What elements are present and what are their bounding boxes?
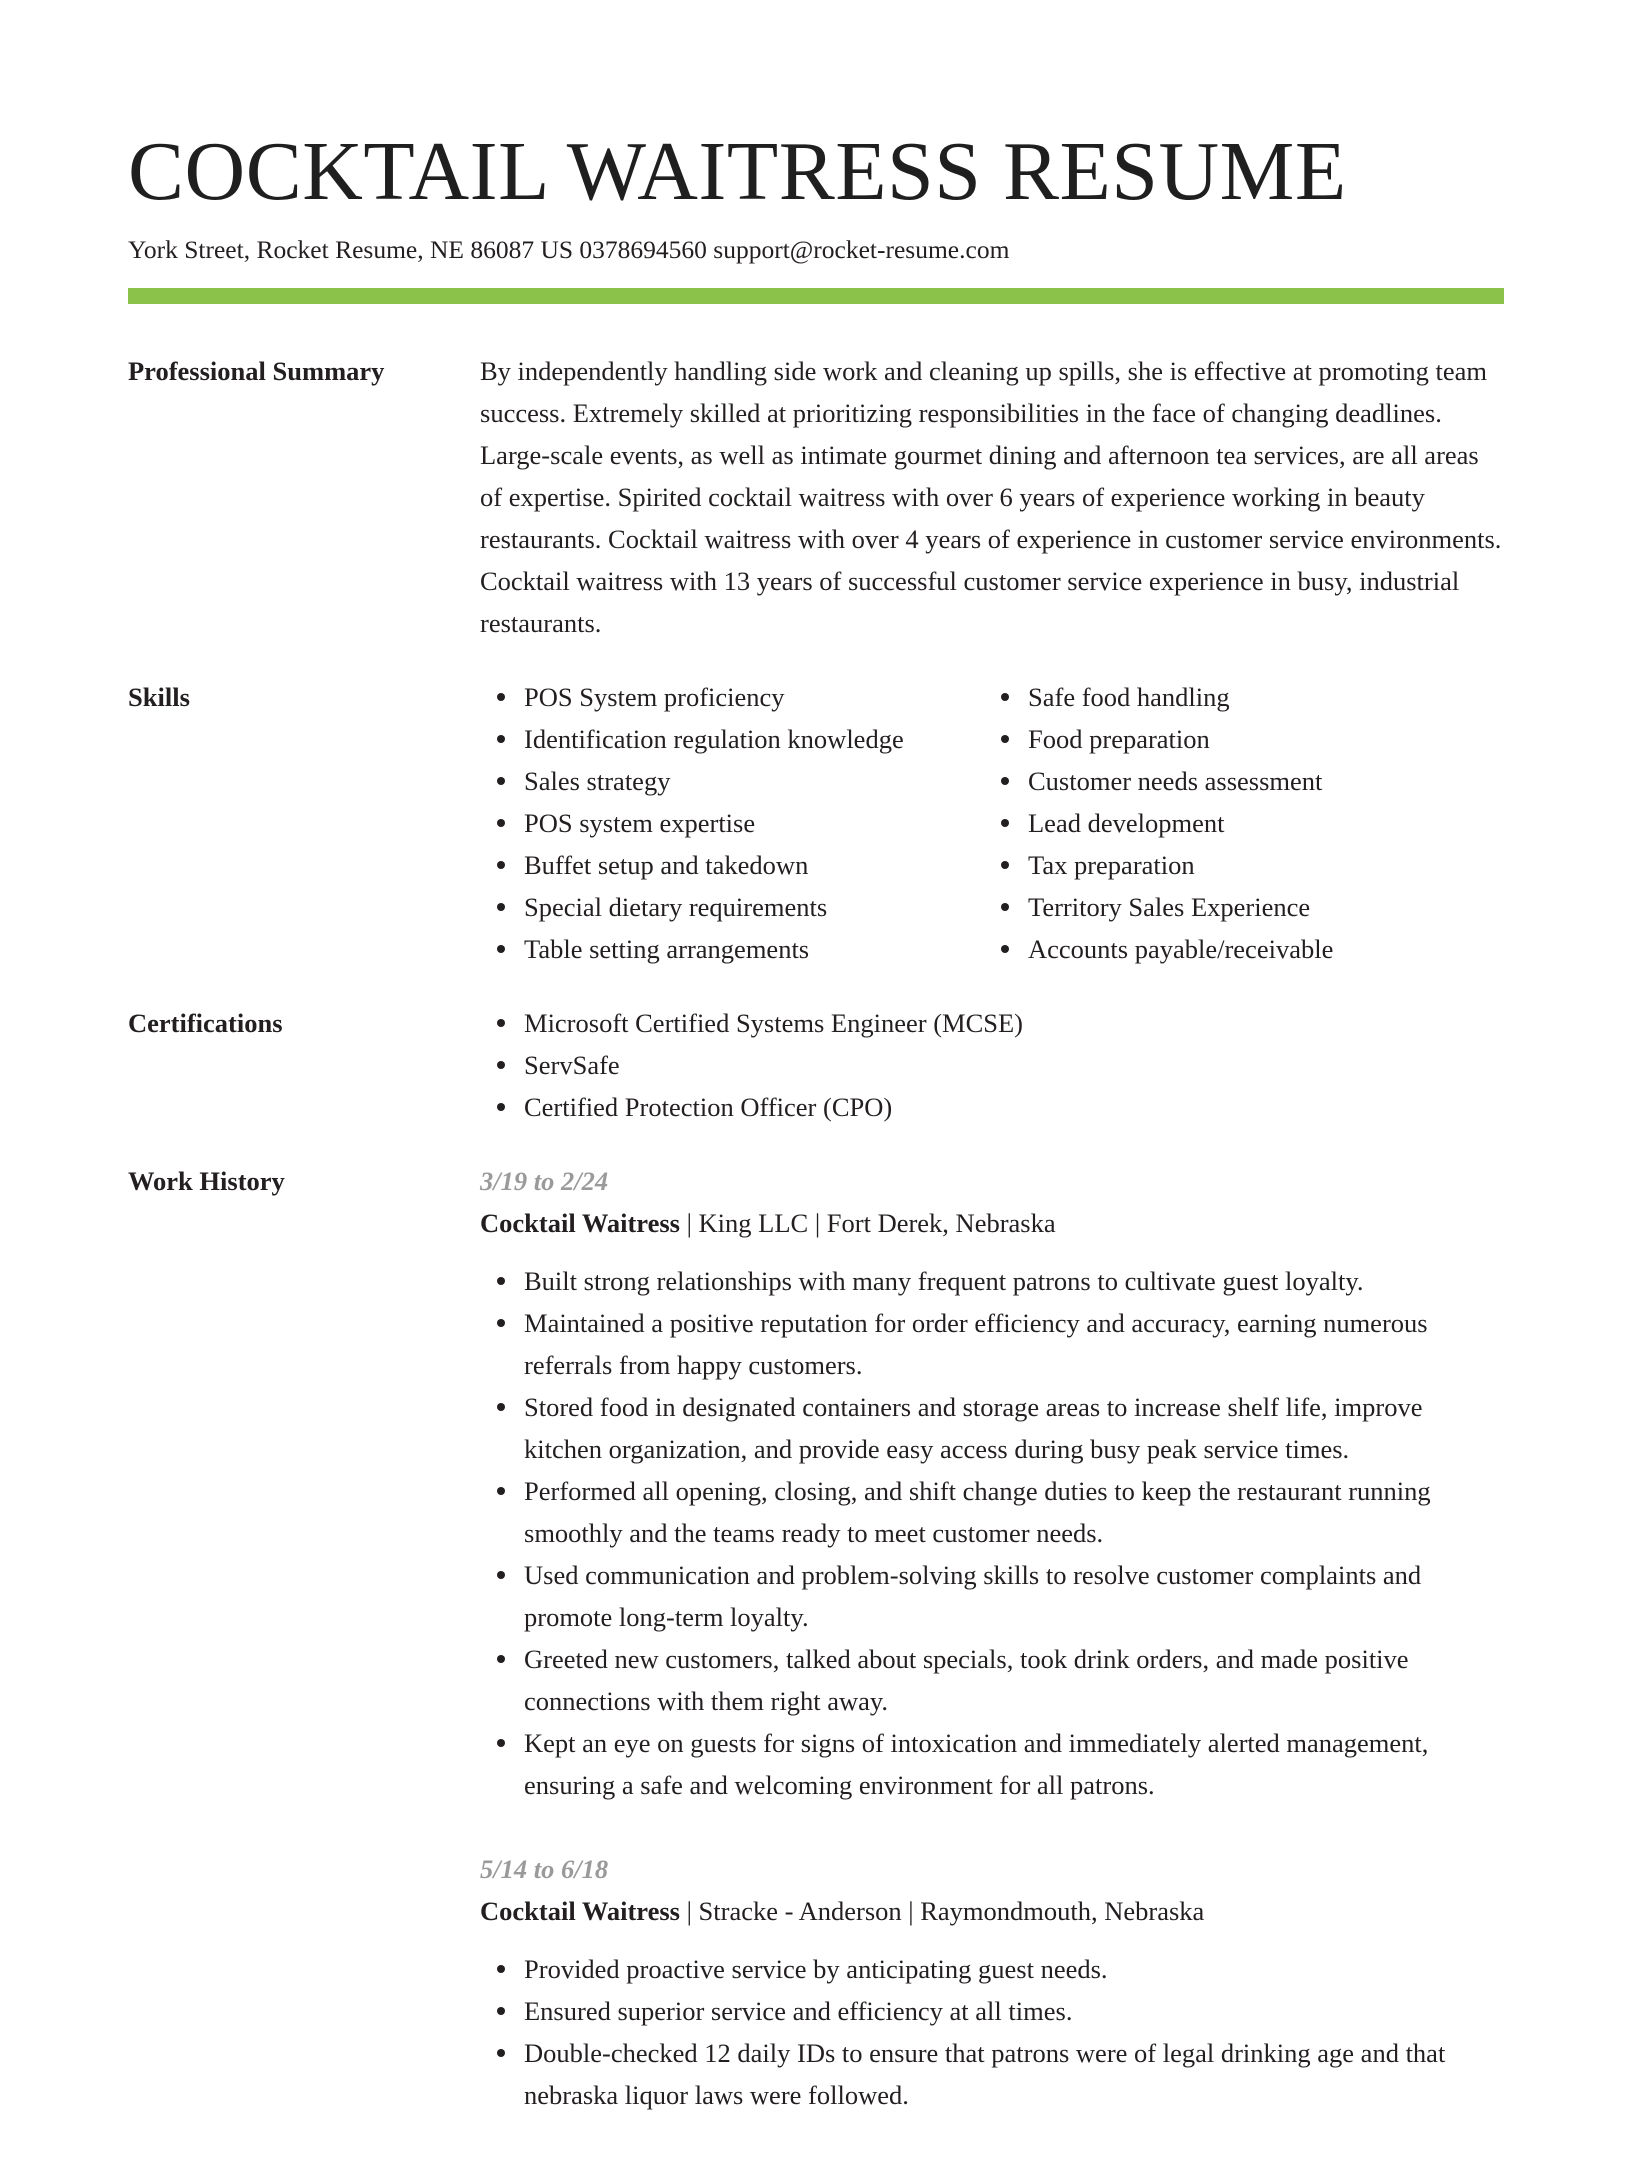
skill-item: POS System proficiency bbox=[524, 676, 984, 718]
skill-item: Identification regulation knowledge bbox=[524, 718, 984, 760]
job-entry bbox=[480, 1848, 1504, 2116]
certifications-heading: Certifications bbox=[128, 1008, 283, 1038]
skills-heading: Skills bbox=[128, 682, 190, 712]
job-bullet-list bbox=[480, 1260, 1504, 1806]
job-heading bbox=[480, 1890, 1504, 1932]
skills-list-right bbox=[984, 676, 1488, 970]
skill-item: Table setting arrangements bbox=[524, 928, 984, 970]
job-dates: 5/14 to 6/18 bbox=[480, 1854, 609, 1884]
skills-list-left bbox=[480, 676, 984, 970]
work-history-heading: Work History bbox=[128, 1166, 285, 1196]
certification-item: Microsoft Certified Systems Engineer (MCSE) bbox=[524, 1002, 1504, 1044]
skill-item: Sales strategy bbox=[524, 760, 984, 802]
skills-grid bbox=[480, 676, 1504, 970]
job-bullet: Provided proactive service by anticipating guest needs. bbox=[524, 1948, 1504, 1990]
skill-item: Safe food handling bbox=[1028, 676, 1488, 718]
skill-item: Territory Sales Experience bbox=[1028, 886, 1488, 928]
skills-section bbox=[128, 676, 1504, 970]
skill-item: Customer needs assessment bbox=[1028, 760, 1488, 802]
summary-heading: Professional Summary bbox=[128, 356, 385, 386]
job-bullet: Stored food in designated containers and storage areas to increase shelf life, improve kitchen organization, and provide easy access during busy peak service times. bbox=[524, 1386, 1504, 1470]
job-bullet-list bbox=[480, 1948, 1504, 2116]
skill-item: Food preparation bbox=[1028, 718, 1488, 760]
job-bullet: Kept an eye on guests for signs of intoxication and immediately alerted management, ensuring a safe and welcoming environment for all patrons. bbox=[524, 1722, 1504, 1806]
job-bullet: Performed all opening, closing, and shift change duties to keep the restaurant running smoothly and the teams ready to meet customer needs. bbox=[524, 1470, 1504, 1554]
certifications-section bbox=[128, 1002, 1504, 1128]
job-title: Cocktail Waitress bbox=[480, 1896, 680, 1926]
skill-item: Special dietary requirements bbox=[524, 886, 984, 928]
job-bullet: Greeted new customers, talked about specials, took drink orders, and made positive connections with them right away. bbox=[524, 1638, 1504, 1722]
resume-title: COCKTAIL WAITRESS RESUME bbox=[128, 125, 1347, 218]
skill-item: Accounts payable/receivable bbox=[1028, 928, 1488, 970]
resume-page bbox=[128, 124, 1504, 2158]
certification-item: Certified Protection Officer (CPO) bbox=[524, 1086, 1504, 1128]
work-history-section bbox=[128, 1160, 1504, 2158]
job-dates: 3/19 to 2/24 bbox=[480, 1166, 609, 1196]
skill-item: Tax preparation bbox=[1028, 844, 1488, 886]
job-entry bbox=[480, 1160, 1504, 1806]
certification-item: ServSafe bbox=[524, 1044, 1504, 1086]
job-bullet: Double-checked 12 daily IDs to ensure that patrons were of legal drinking age and that nebraska liquor laws were followed. bbox=[524, 2032, 1504, 2116]
job-title: Cocktail Waitress bbox=[480, 1208, 680, 1238]
job-bullet: Maintained a positive reputation for order efficiency and accuracy, earning numerous referrals from happy customers. bbox=[524, 1302, 1504, 1386]
job-heading bbox=[480, 1202, 1504, 1244]
contact-line: York Street, Rocket Resume, NE 86087 US 0378694560 support@rocket-resume.com bbox=[128, 235, 1010, 264]
job-bullet: Built strong relationships with many frequent patrons to cultivate guest loyalty. bbox=[524, 1260, 1504, 1302]
job-bullet: Used communication and problem-solving skills to resolve customer complaints and promote long-term loyalty. bbox=[524, 1554, 1504, 1638]
summary-text: By independently handling side work and cleaning up spills, she is effective at promoting team success. Extremely skilled at prioritizing responsibilities in the face of changing deadlines. Large-scale events, as well as intimate gourmet dining and afternoon tea services, are all areas of expertise. Spirited cocktail waitress with over 6 years of experience working in beauty restaurants. Cocktail waitress with over 4 years of experience in customer service environments. Cocktail waitress with 13 years of successful customer service experience in busy, industrial restaurants. bbox=[480, 356, 1502, 638]
job-details: | Stracke - Anderson | Raymondmouth, Nebraska bbox=[679, 1896, 1205, 1926]
certifications-list bbox=[480, 1002, 1504, 1128]
skill-item: POS system expertise bbox=[524, 802, 984, 844]
skill-item: Buffet setup and takedown bbox=[524, 844, 984, 886]
accent-divider bbox=[128, 288, 1504, 304]
skill-item: Lead development bbox=[1028, 802, 1488, 844]
summary-section bbox=[128, 350, 1504, 644]
job-bullet: Ensured superior service and efficiency at all times. bbox=[524, 1990, 1504, 2032]
job-details: | King LLC | Fort Derek, Nebraska bbox=[679, 1208, 1056, 1238]
